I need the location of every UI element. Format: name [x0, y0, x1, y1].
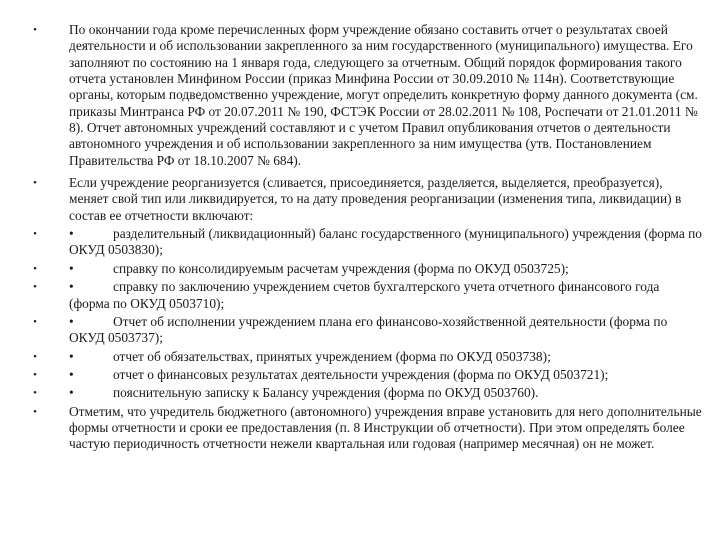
bullet-icon: •: [33, 228, 37, 241]
list-item-text: Отчет об исполнении учреждением плана его финансово-хозяйственной деятельности (форма по ОКУД 0503737);: [69, 313, 668, 346]
paragraph-text: Отметим, что учредитель бюджетного (автономного) учреждения вправе установить для него дополнительные формы отчетности и сроки ее предоставления (п. 8 Инструкции об отчетности). При этом определять более частую периодичность отчетности нежели квартальная или годовая (например месячная) он не может.: [69, 403, 702, 452]
bullet-icon: •: [33, 350, 37, 363]
paragraph-founder-rights: [30, 404, 702, 453]
inner-bullet-icon: •: [69, 366, 74, 382]
list-item-obligations: [30, 349, 702, 365]
inner-bullet-icon: •: [69, 279, 74, 295]
list-item-text: пояснительную записку к Балансу учреждения (форма по ОКУД 0503760).: [113, 385, 539, 401]
bullet-icon: •: [33, 405, 37, 418]
inner-bullet-icon: •: [69, 385, 74, 401]
bullet-icon: •: [33, 281, 37, 294]
list-item-closing-accounts: [30, 279, 702, 312]
bullet-icon: •: [33, 387, 37, 400]
list-item-plan-execution: [30, 314, 702, 347]
bullet-icon: •: [33, 177, 37, 190]
list-item-text: справку по заключению учреждением счетов бухгалтерского учета отчетного финансового года (форма по ОКУД 0503710);: [69, 279, 660, 311]
list-item-text: разделительный (ликвидационный) баланс государственного (муниципального) учреждения (форма по ОКУД 0503830);: [69, 226, 702, 258]
inner-bullet-icon: •: [69, 348, 74, 364]
paragraph-report-results: [30, 22, 702, 169]
list-item-explanatory-note: [30, 385, 702, 401]
list-item-consolidated-settlements: [30, 261, 702, 277]
paragraph-reorganization: [30, 175, 702, 224]
list-item-separation-balance: [30, 226, 702, 259]
list-item-financial-results: [30, 367, 702, 383]
list-item-text: отчет о финансовых результатах деятельности учреждения (форма по ОКУД 0503721);: [113, 366, 609, 382]
list-item-text: отчет об обязательствах, принятых учреждением (форма по ОКУД 0503738);: [113, 348, 551, 364]
inner-bullet-icon: •: [69, 313, 74, 329]
bullet-icon: •: [33, 24, 37, 36]
bullet-icon: •: [33, 315, 37, 328]
paragraph-text: По окончании года кроме перечисленных форм учреждение обязано составить отчет о результатах своей деятельности и об использовании закрепленного за ним государственного (муниципального) имущества. Его заполняют по состоянию на 1 января года, следующего за отчетным. Общий порядок формирования такого отчета установлен Минфином России (приказ Минфина России от 30.09.2010 № 114н). Соответствующие органы, которым подведомственно учреждение, могут определить конкретную форму данного документа (см. приказы Минтранса РФ от 20.07.2011 № 190, ФСТЭК России от 28.02.2011 № 108, Роспечати от 21.01.2011 № 8). Отчет автономных учреждений составляют и с учетом Правил опубликования отчетов о деятельности автономного учреждения и об использовании закрепленного за ним имущества (утв. Постановлением Правительства РФ от 18.10.2007 № 684).: [69, 22, 698, 168]
list-item-text: справку по консолидируемым расчетам учреждения (форма по ОКУД 0503725);: [113, 260, 569, 276]
inner-bullet-icon: •: [69, 226, 74, 242]
bullet-list: [30, 22, 702, 453]
paragraph-text: Если учреждение реорганизуется (сливается, присоединяется, разделяется, выделяется, преобразуется), меняет свой тип или ликвидируется, то на дату проведения реорганизации (изменения типа, ликвидации) в состав ее отчетности включают:: [69, 175, 682, 223]
bullet-icon: •: [33, 262, 37, 275]
inner-bullet-icon: •: [69, 260, 74, 276]
bullet-icon: •: [33, 368, 37, 381]
